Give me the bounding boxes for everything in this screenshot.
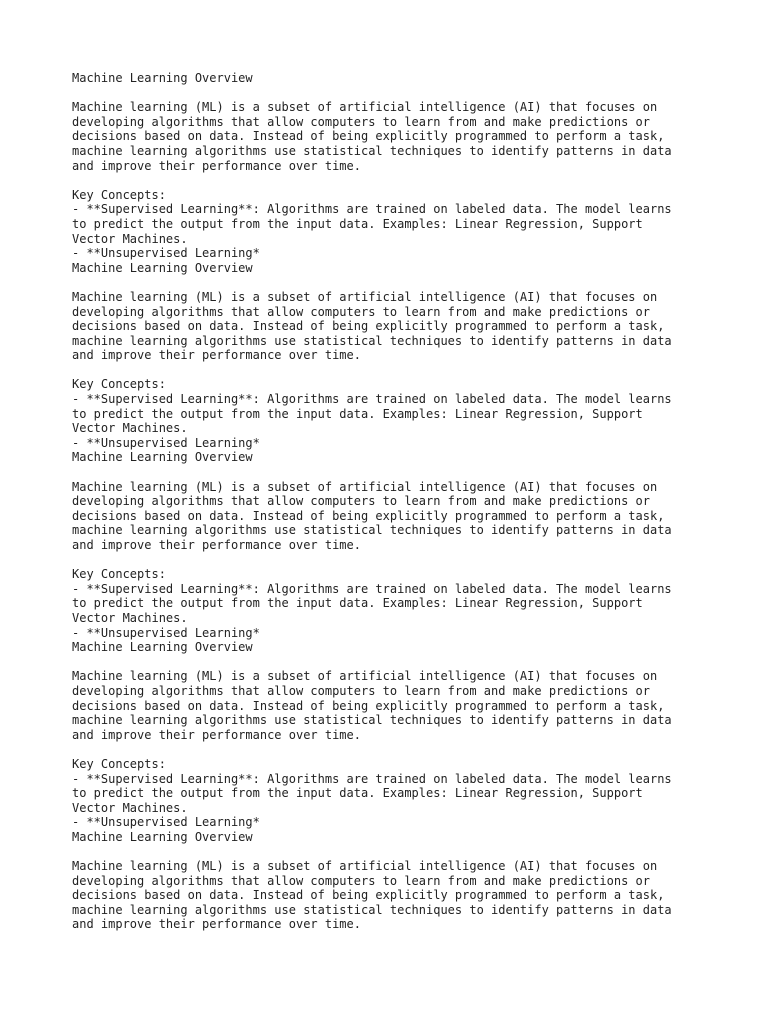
- concept-line: Vector Machines.: [72, 231, 188, 246]
- intro-line: decisions based on data. Instead of being explicitly programmed to perform a task,: [72, 508, 665, 523]
- spacer: [72, 363, 712, 378]
- intro-line: developing algorithms that allow computers to learn from and make predictions or: [72, 304, 650, 319]
- spacer: [72, 742, 712, 757]
- intro-line: machine learning algorithms use statistical techniques to identify patterns in data: [72, 143, 672, 158]
- overview-block: [72, 640, 712, 830]
- overview-block: [72, 261, 712, 451]
- concept-line: - **Supervised Learning**: Algorithms are trained on labeled data. The model learns: [72, 581, 672, 596]
- intro-line: developing algorithms that allow computers to learn from and make predictions or: [72, 683, 650, 698]
- overview-block: [72, 71, 712, 261]
- key-concepts-heading: Key Concepts:: [72, 187, 166, 202]
- document-page: [72, 71, 712, 932]
- intro-line: Machine learning (ML) is a subset of artificial intelligence (AI) that focuses on: [72, 100, 658, 115]
- intro-line: decisions based on data. Instead of being explicitly programmed to perform a task,: [72, 698, 665, 713]
- intro-line: and improve their performance over time.: [72, 348, 361, 363]
- key-concepts-heading: Key Concepts:: [72, 377, 166, 392]
- intro-line: Machine learning (ML) is a subset of artificial intelligence (AI) that focuses on: [72, 479, 658, 494]
- intro-line: and improve their performance over time.: [72, 538, 361, 552]
- concept-line: Vector Machines.: [72, 421, 188, 436]
- concept-line: to predict the output from the input data. Examples: Linear Regression, Support: [72, 786, 643, 801]
- concept-line: - **Unsupervised Learning*: [72, 625, 260, 640]
- block-title: Machine Learning Overview: [72, 71, 253, 85]
- key-concepts-heading: Key Concepts:: [72, 756, 166, 771]
- spacer: [72, 553, 712, 568]
- block-title: Machine Learning Overview: [72, 640, 253, 655]
- concept-line: Vector Machines.: [72, 800, 188, 815]
- intro-line: Machine learning (ML) is a subset of artificial intelligence (AI) that focuses on: [72, 669, 658, 684]
- intro-line: machine learning algorithms use statistical techniques to identify patterns in data: [72, 902, 672, 917]
- intro-line: decisions based on data. Instead of being explicitly programmed to perform a task,: [72, 129, 665, 144]
- concept-line: - **Supervised Learning**: Algorithms are trained on labeled data. The model learns: [72, 771, 672, 786]
- concept-line: - **Supervised Learning**: Algorithms are trained on labeled data. The model learns: [72, 392, 672, 407]
- spacer: [72, 173, 712, 188]
- concept-line: - **Unsupervised Learning*: [72, 815, 260, 830]
- intro-line: Machine learning (ML) is a subset of artificial intelligence (AI) that focuses on: [72, 859, 658, 874]
- intro-line: and improve their performance over time.: [72, 917, 361, 932]
- spacer: [72, 86, 712, 101]
- spacer: [72, 465, 712, 480]
- concept-line: to predict the output from the input data. Examples: Linear Regression, Support: [72, 406, 643, 421]
- overview-block: [72, 450, 712, 640]
- intro-line: machine learning algorithms use statistical techniques to identify patterns in data: [72, 333, 672, 348]
- intro-line: Machine learning (ML) is a subset of artificial intelligence (AI) that focuses on: [72, 289, 658, 304]
- intro-line: and improve their performance over time.: [72, 727, 361, 742]
- spacer: [72, 655, 712, 670]
- intro-line: decisions based on data. Instead of being explicitly programmed to perform a task,: [72, 888, 665, 903]
- key-concepts-heading: Key Concepts:: [72, 567, 166, 582]
- block-title: Machine Learning Overview: [72, 260, 253, 275]
- intro-line: developing algorithms that allow computers to learn from and make predictions or: [72, 494, 650, 509]
- concept-line: to predict the output from the input data. Examples: Linear Regression, Support: [72, 596, 643, 611]
- intro-line: machine learning algorithms use statistical techniques to identify patterns in data: [72, 523, 672, 538]
- intro-line: machine learning algorithms use statistical techniques to identify patterns in data: [72, 713, 672, 728]
- intro-line: decisions based on data. Instead of being explicitly programmed to perform a task,: [72, 319, 665, 334]
- spacer: [72, 844, 712, 859]
- concept-line: Vector Machines.: [72, 610, 188, 625]
- intro-line: developing algorithms that allow computers to learn from and make predictions or: [72, 114, 650, 129]
- concept-line: to predict the output from the input data. Examples: Linear Regression, Support: [72, 216, 643, 231]
- block-title: Machine Learning Overview: [72, 829, 253, 844]
- spacer: [72, 275, 712, 290]
- intro-line: and improve their performance over time.: [72, 158, 361, 173]
- block-title: Machine Learning Overview: [72, 450, 253, 465]
- concept-line: - **Unsupervised Learning*: [72, 246, 260, 261]
- concept-line: - **Unsupervised Learning*: [72, 435, 260, 450]
- overview-block: [72, 830, 712, 932]
- intro-line: developing algorithms that allow computers to learn from and make predictions or: [72, 873, 650, 888]
- concept-line: - **Supervised Learning**: Algorithms are trained on labeled data. The model learns: [72, 202, 672, 217]
